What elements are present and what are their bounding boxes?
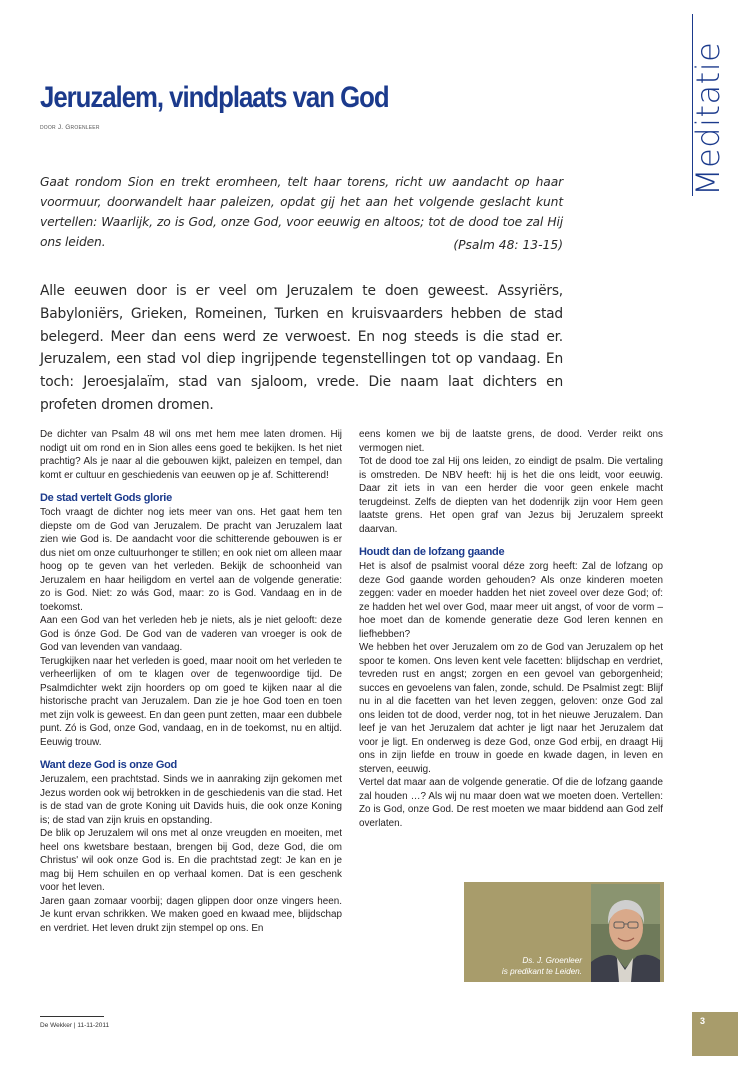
- body-paragraph: De dichter van Psalm 48 wil ons met hem mee laten dromen. Hij nodigt uit om rond en in Sion alles eens goed te bekijken. Is het niet prachtig? Als je naar al die gebouwen kijkt, paleizen en tempel, dan komt er cultuur en geschiedenis van eeuwen op je af. Schitterend!: [40, 429, 342, 481]
- body-paragraph: De blik op Jeruzalem wil ons met al onze vreugden en moeiten, met heel ons kwetsbare bestaan, brengen bij God, deze God, die om Christus' wil ook onze God is. En die prachtstad zegt: Je kan en je mag bij Hem schuilen en op verhaal komen. Dat is een geschenk voor het leven.: [40, 828, 342, 893]
- footer-rule: [40, 1016, 104, 1017]
- author-portrait: [591, 884, 660, 982]
- body-paragraph: Tot de dood toe zal Hij ons leiden, zo eindigt de psalm. Die vertaling is omstreden. De NBV heeft: hij is het die ons leidt, voor eeuwig. Daar zit iets in van een herder die voor geen enkele macht terugdeinst. Zelfs de diepten van het dodenrijk zijn voor Hem geen laatste grens. Het open graf van Jezus bij Jeruzalem spreekt daarvan.: [359, 456, 663, 535]
- body-paragraph: Toch vraagt de dichter nog iets meer van ons. Het gaat hem ten diepste om de God van Jeruzalem. De pracht van Jeruzalem laat zien wie God is. De aandacht voor die schitterende gebouwen is er dus niet om onze cultuurhonger te stillen; en ook niet om alleen maar hoog op te geven van het verleden. Bekijk de schoonheid van Jeruzalem en haar heiligdom en vertel aan de volgende generatie: zo is God. Niet: zo wás God, maar: zo is God. Vandaag en in de toekomst.: [40, 507, 342, 613]
- caption-role: is predikant te Leiden.: [501, 967, 582, 976]
- byline-prefix: door: [40, 124, 56, 131]
- subheading: De stad vertelt Gods glorie: [40, 492, 172, 504]
- right-column: [359, 428, 663, 830]
- byline: [40, 124, 100, 131]
- body-paragraph: Vertel dat maar aan de volgende generatie. Of die de lofzang gaande zal houden …? Als wij nu maar doen wat we moeten doen. Vertellen: Zo is God, onze God. De rest moeten we maar biddend aan God zelf overlaten.: [359, 777, 663, 829]
- body-paragraph: Het is alsof de psalmist vooral déze zorg heeft: Zal de lofzang op deze God gaande worden gehouden? Als onze kinderen moeten zeggen: vader en moeder hadden het niet zoveel over deze God; of: ze hadden het wel over God, maar meer uit angst, of voor de vorm – hoe moet dan de komende generatie deze God leren kennen en liefhebben?: [359, 561, 663, 640]
- body-paragraph: Aan een God van het verleden heb je niets, als je niet gelooft: deze God is ónze God. De God van de vaderen van vroeger is ook de God van levenden van vandaag.: [40, 615, 342, 653]
- body-paragraph: eens komen we bij de laatste grens, de dood. Verder reikt ons vermogen niet.: [359, 429, 663, 454]
- caption-name: Ds. J. Groenleer: [522, 956, 582, 965]
- subheading: Want deze God is onze God: [40, 759, 177, 771]
- body-paragraph: Terugkijken naar het verleden is goed, maar nooit om het verleden te verheerlijken of om te klagen over de tegenwoordige tijd. De Psalmdichter wekt zijn hoorders op om goed te kijken naar al die historische pracht van Jeruzalem. Dan zie je hoe God toen en toen met zijn volk is geweest. En dan geen punt zetten, maar een dubbele punt. Zó is God, onze God, vandaag, en in de toekomst, nu en altijd. Eeuwig trouw.: [40, 655, 342, 748]
- portrait-image: [591, 884, 660, 982]
- body-paragraph: Jeruzalem, een prachtstad. Sinds we in aanraking zijn gekomen met Jezus worden ook wij betrokken in de geschiedenis van die stad. Het is de stad van de grote Koning uit Davids huis, die ook onze Koning is; de stad van zijn kruis en opstanding.: [40, 774, 342, 826]
- scripture-source: (Psalm 48: 13-15): [453, 238, 563, 252]
- page-number-box: [692, 1012, 738, 1056]
- footer-source: De Wekker | 11-11-2011: [40, 1022, 110, 1029]
- article-title: Jeruzalem, vindplaats van God: [40, 81, 389, 114]
- scripture-quote: Gaat rondom Sion en trekt eromheen, telt haar torens, richt uw aandacht op haar voormuur, doorwandelt haar paleizen, opdat gij het aan het volgende geslacht kunt vertellen: Waarlijk, zo is God, onze God, voor eeuwig en altoos; tot de dood toe zal Hij ons leiden.: [40, 175, 563, 249]
- body-paragraph: Jaren gaan zomaar voorbij; dagen glippen door onze vingers heen. Je kunt ervan schrikken. We maken goed en kwaad mee, blijdschap en verdriet. Het leven drukt zijn stempel op ons. En: [40, 895, 342, 934]
- section-label: Meditatie: [689, 41, 727, 196]
- left-column: [40, 428, 342, 935]
- subheading: Houdt dan de lofzang gaande: [359, 546, 505, 558]
- page-number: 3: [700, 1016, 706, 1026]
- byline-author: J. Groenleer: [57, 124, 100, 131]
- photo-caption: [470, 955, 582, 977]
- intro-paragraph: Alle eeuwen door is er veel om Jeruzalem te doen geweest. Assyriërs, Babyloniërs, Grieken, Romeinen, Turken en kruisvaarders hebben de stad belegerd. Meer dan eens werd ze verwoest. En nog steeds is die stad er. Jeruzalem, een stad vol diep ingrijpende tegenstellingen tot op vandaag. En toch: Jeroesjalaïm, stad van sjaloom, vrede. Die naam laat dichters en profeten dromen dromen.: [40, 283, 563, 413]
- body-paragraph: We hebben het over Jeruzalem om zo de God van Jeruzalem op het spoor te komen. Ons leven kent vele facetten: blijdschap en verdriet, tevreden rust en angst; zorgen en een gevoel van geborgenheid; succes en gevoelens van falen, zonde, schuld. De Psalmist zegt: Blijf nu in al die facetten van het leven zeggen, geloven: onze God zal ons leiden tot de dood, verder nog, tot in het nieuwe Jeruzalem. Dan leef je van het Jeruzalem dat achter je ligt naar het Jeruzalem dat voor je ligt. En onderweg is deze God, onze God erbij, en draagt Hij ons in zijn liefde en trouw in goede en kwade dagen, in leven en sterven, eeuwig.: [359, 642, 663, 775]
